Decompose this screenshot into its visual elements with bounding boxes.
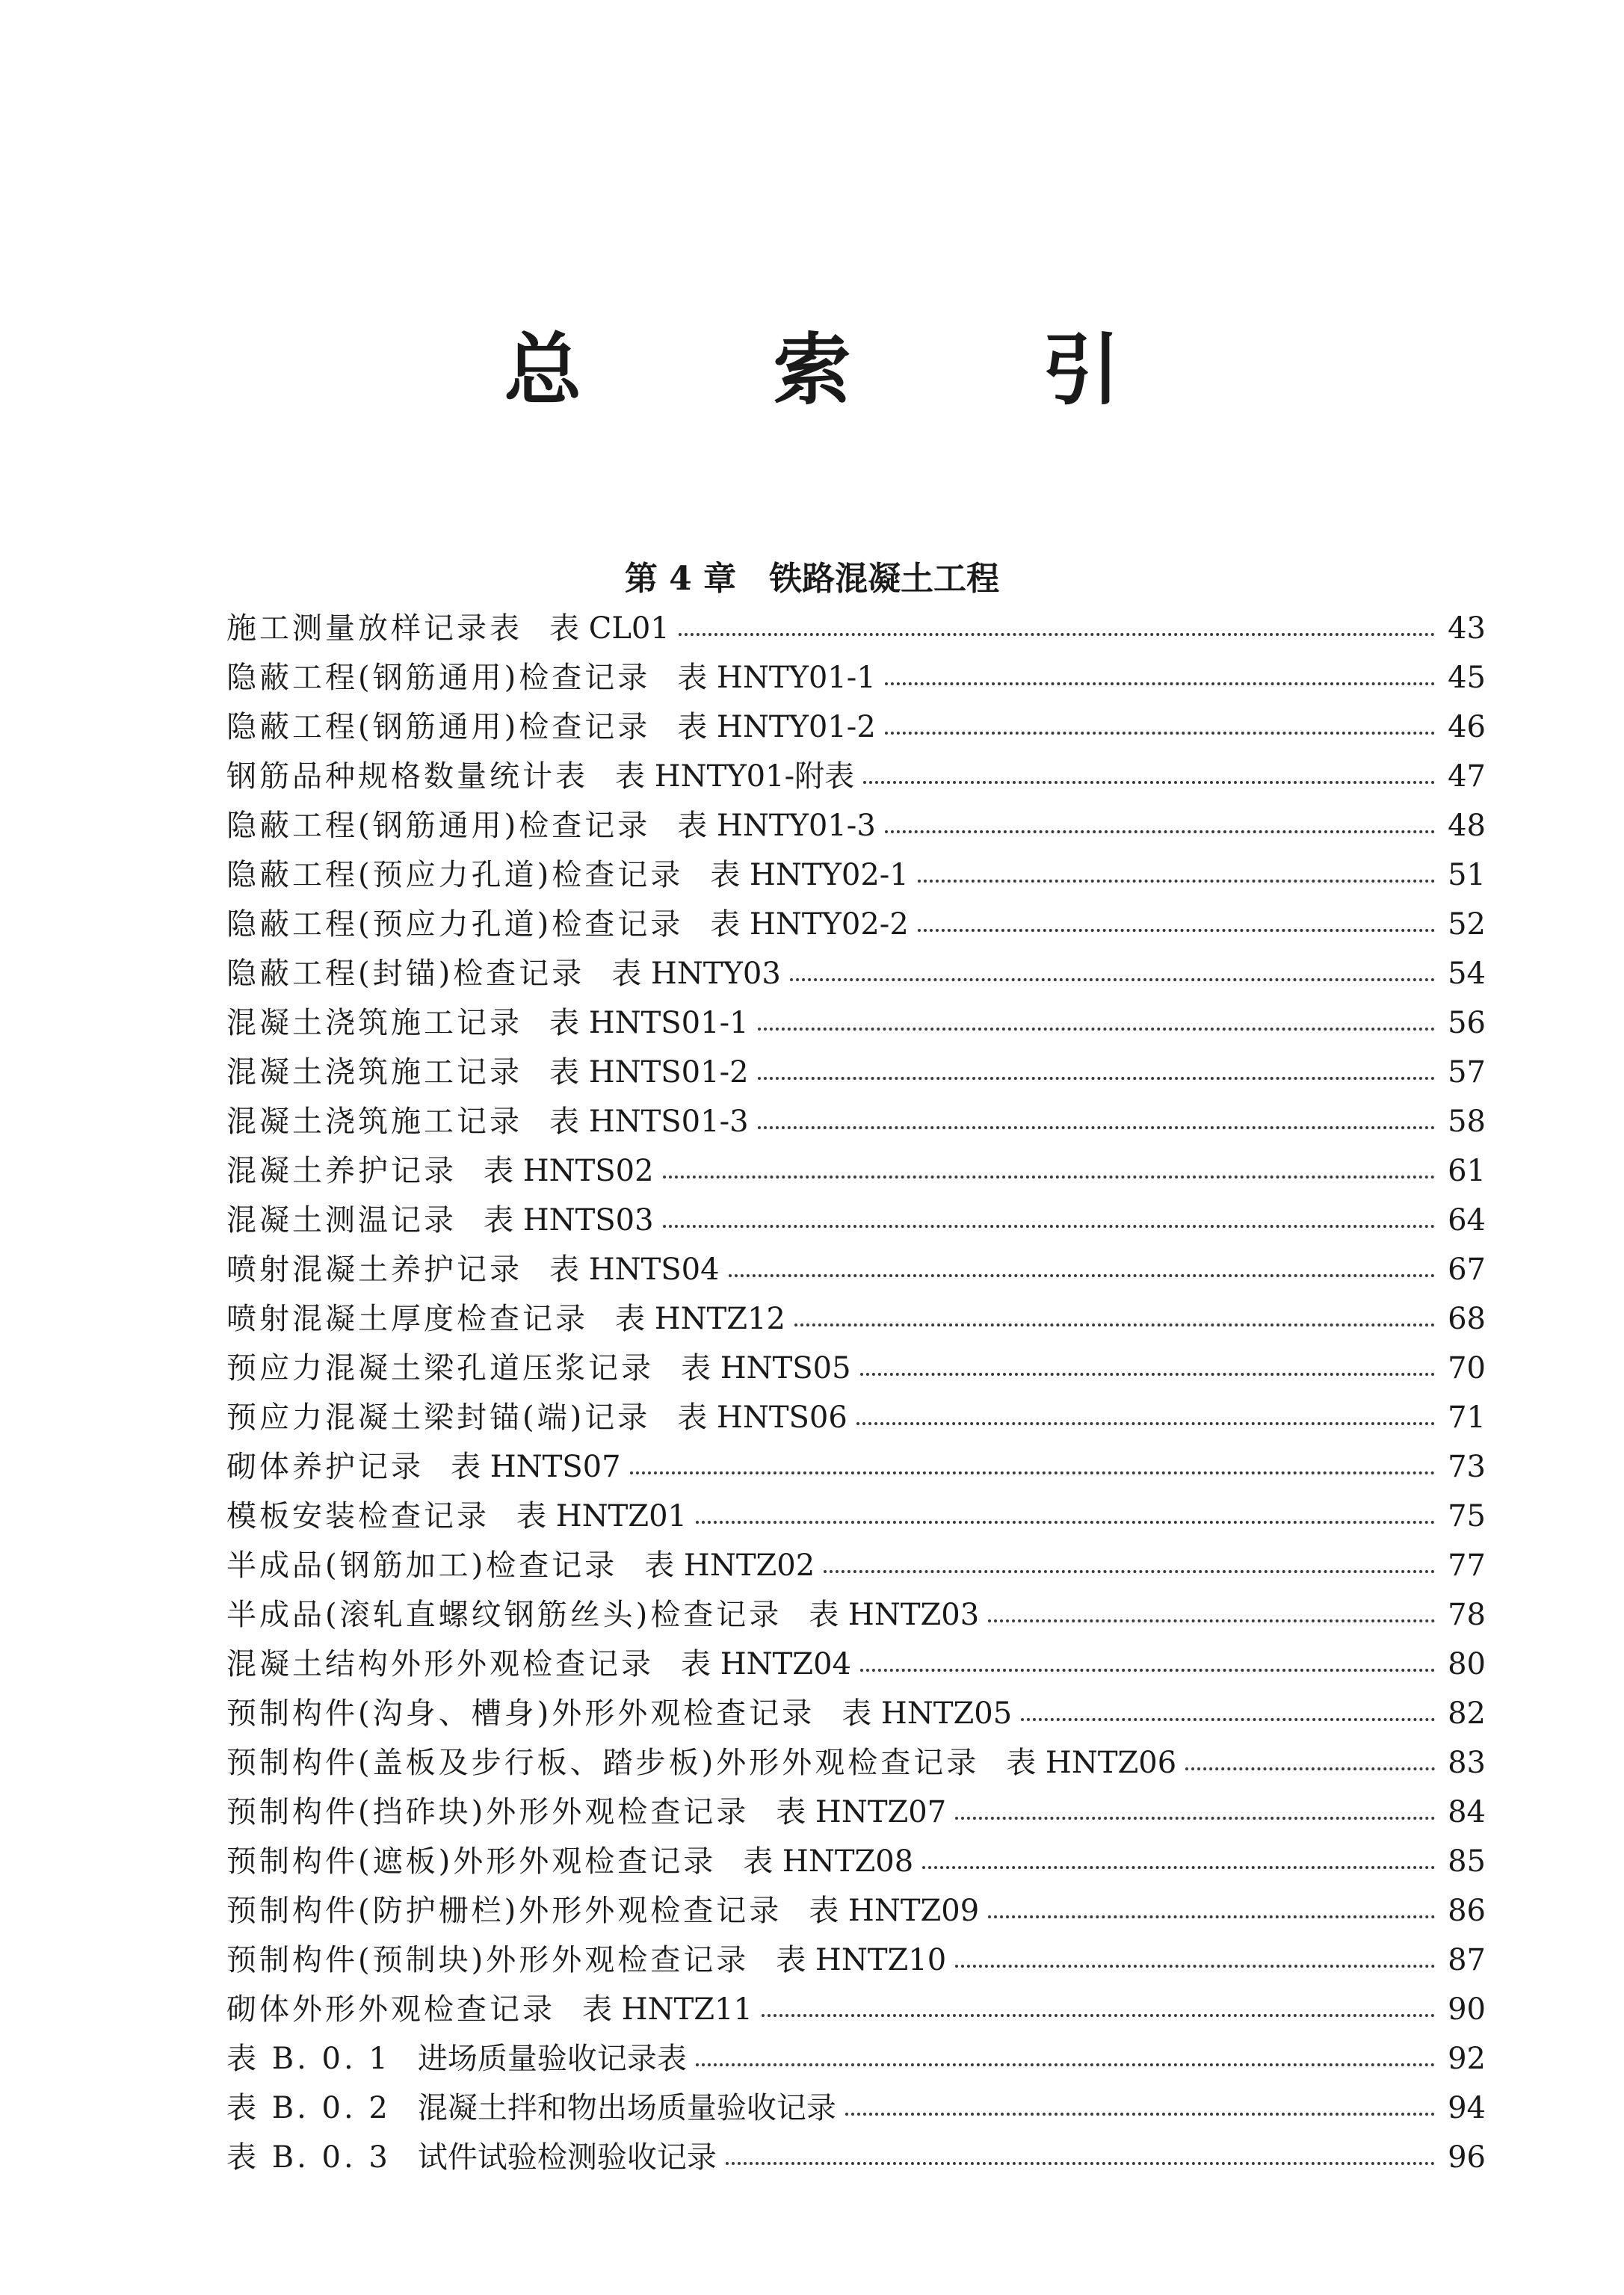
index-entry xyxy=(226,752,1486,801)
entry-title: 预制构件(盖板及步行板、踏步板)外形外观检查记录 xyxy=(226,1746,980,1780)
entry-code: 表 CL01 xyxy=(549,611,670,646)
dot-leader xyxy=(955,1817,1435,1820)
entry-code: 表 HNTS04 xyxy=(549,1252,720,1287)
index-entry xyxy=(226,900,1486,949)
entry-title: 混凝土浇筑施工记录 xyxy=(226,1055,522,1090)
index-entry xyxy=(226,1541,1486,1590)
entry-code: 混凝土拌和物出场质量验收记录 xyxy=(417,2091,836,2125)
entry-code: 表 HNTZ09 xyxy=(809,1894,980,1928)
index-entry xyxy=(226,1048,1486,1097)
dot-leader xyxy=(762,2014,1435,2017)
page-number: 70 xyxy=(1448,1351,1486,1386)
entry-title: 砌体养护记录 xyxy=(226,1450,424,1484)
entry-title: 预制构件(沟身、槽身)外形外观检查记录 xyxy=(226,1696,815,1731)
index-entry xyxy=(226,702,1486,752)
dot-leader xyxy=(885,732,1435,735)
entry-title: 预制构件(遮板)外形外观检查记录 xyxy=(226,1844,717,1879)
page-number: 94 xyxy=(1448,2091,1486,2125)
page-number: 80 xyxy=(1448,1647,1486,1681)
page-number: 85 xyxy=(1448,1844,1486,1879)
dot-leader xyxy=(885,830,1435,833)
dot-leader xyxy=(758,1077,1435,1080)
index-entry xyxy=(226,604,1486,653)
entry-code: 进场质量验收记录表 xyxy=(417,2042,687,2076)
page-number: 96 xyxy=(1448,2140,1486,2175)
dot-leader xyxy=(696,2063,1435,2066)
entry-code: 表 HNTZ06 xyxy=(1006,1746,1177,1780)
index-entry xyxy=(226,2133,1486,2182)
page-number: 64 xyxy=(1448,1203,1486,1238)
page-number: 56 xyxy=(1448,1006,1486,1040)
dot-leader xyxy=(630,1471,1435,1474)
dot-leader xyxy=(955,1965,1435,1968)
dot-leader xyxy=(758,1028,1435,1031)
index-entry xyxy=(226,801,1486,850)
index-entry xyxy=(226,1393,1486,1442)
entry-title: 混凝土浇筑施工记录 xyxy=(226,1006,522,1040)
entry-code: 表 HNTS05 xyxy=(681,1351,851,1386)
dot-leader xyxy=(860,1373,1435,1376)
entry-code: 表 HNTZ05 xyxy=(842,1696,1013,1731)
index-entry xyxy=(226,2084,1486,2133)
entry-code: 表 HNTZ01 xyxy=(516,1499,687,1533)
page-number: 61 xyxy=(1448,1154,1486,1188)
entry-code: 表 HNTZ12 xyxy=(615,1302,785,1336)
entry-code: 表 HNTS07 xyxy=(451,1450,621,1484)
page-title: 总 索 引 xyxy=(504,324,1202,416)
entry-code: 表 HNTY01-3 xyxy=(677,809,876,843)
index-entry xyxy=(226,850,1486,900)
entry-title: 施工测量放样记录表 xyxy=(226,611,522,646)
dot-leader xyxy=(726,2162,1435,2165)
entry-title: 隐蔽工程(钢筋通用)检查记录 xyxy=(226,661,651,695)
entry-title: 预制构件(防护栅栏)外形外观检查记录 xyxy=(226,1894,782,1928)
page-number: 45 xyxy=(1448,661,1486,695)
entry-code: 表 HNTZ03 xyxy=(809,1598,980,1632)
entry-title: 预应力混凝土梁封锚(端)记录 xyxy=(226,1400,651,1435)
page-number: 43 xyxy=(1448,611,1486,646)
index-entry xyxy=(226,1492,1486,1541)
entry-title: 混凝土结构外形外观检查记录 xyxy=(226,1647,654,1681)
entry-title: 喷射混凝土厚度检查记录 xyxy=(226,1302,588,1336)
entry-title: 模板安装检查记录 xyxy=(226,1499,490,1533)
dot-leader xyxy=(679,633,1435,636)
index-entry xyxy=(226,1245,1486,1294)
entry-title: 隐蔽工程(预应力孔道)检查记录 xyxy=(226,907,684,942)
entry-title: 隐蔽工程(钢筋通用)检查记录 xyxy=(226,710,651,744)
entry-title: 砌体外形外观检查记录 xyxy=(226,1992,555,2027)
dot-leader xyxy=(729,1274,1435,1277)
index-entry xyxy=(226,1097,1486,1146)
page-number: 54 xyxy=(1448,957,1486,991)
dot-leader xyxy=(863,781,1435,784)
entry-code: 表 HNTS03 xyxy=(484,1203,654,1238)
page-number: 47 xyxy=(1448,759,1486,794)
entry-code: 表 HNTY03 xyxy=(611,957,781,991)
entry-code: 表 HNTY01-附表 xyxy=(615,759,855,794)
entry-code: 表 HNTZ04 xyxy=(681,1647,851,1681)
dot-leader xyxy=(824,1570,1435,1573)
entry-code: 表 HNTY02-2 xyxy=(710,907,909,942)
page-number: 71 xyxy=(1448,1400,1486,1435)
dot-leader xyxy=(922,1866,1435,1869)
index-entry xyxy=(226,1344,1486,1393)
dot-leader xyxy=(663,1176,1435,1179)
entry-title: 隐蔽工程(预应力孔道)检查记录 xyxy=(226,858,684,892)
page-number: 83 xyxy=(1448,1746,1486,1780)
dot-leader xyxy=(988,1619,1435,1622)
dot-leader xyxy=(918,929,1435,932)
entry-title: 表 B. 0. 3 xyxy=(226,2140,391,2175)
page-number: 67 xyxy=(1448,1252,1486,1287)
dot-leader xyxy=(860,1669,1435,1672)
entry-title: 混凝土测温记录 xyxy=(226,1203,457,1238)
page-number: 90 xyxy=(1448,1992,1486,2027)
page-number: 57 xyxy=(1448,1055,1486,1090)
page-number: 52 xyxy=(1448,907,1486,942)
dot-leader xyxy=(696,1521,1435,1524)
dot-leader xyxy=(988,1915,1435,1918)
index-list xyxy=(226,604,1486,2182)
index-entry xyxy=(226,998,1486,1048)
entry-title: 隐蔽工程(封锚)检查记录 xyxy=(226,957,585,991)
page-number: 87 xyxy=(1448,1943,1486,1977)
entry-code: 表 HNTY01-2 xyxy=(677,710,876,744)
entry-title: 预制构件(挡砟块)外形外观检查记录 xyxy=(226,1795,750,1829)
page-number: 73 xyxy=(1448,1450,1486,1484)
index-entry xyxy=(226,1146,1486,1196)
index-entry xyxy=(226,1196,1486,1245)
entry-title: 混凝土养护记录 xyxy=(226,1154,457,1188)
chapter-heading: 第 4 章 铁路混凝土工程 xyxy=(624,560,1000,598)
index-entry xyxy=(226,1886,1486,1936)
entry-title: 半成品(钢筋加工)检查记录 xyxy=(226,1548,618,1583)
page-number: 78 xyxy=(1448,1598,1486,1632)
dot-leader xyxy=(856,1422,1435,1425)
dot-leader xyxy=(790,978,1435,981)
entry-code: 表 HNTS02 xyxy=(484,1154,654,1188)
entry-title: 预制构件(预制块)外形外观检查记录 xyxy=(226,1943,750,1977)
page-number: 51 xyxy=(1448,858,1486,892)
entry-code: 表 HNTS01-1 xyxy=(549,1006,749,1040)
index-entry xyxy=(226,1689,1486,1738)
entry-code: 表 HNTZ07 xyxy=(776,1795,947,1829)
index-entry xyxy=(226,1837,1486,1886)
entry-code: 表 HNTS06 xyxy=(677,1400,847,1435)
entry-title: 表 B. 0. 2 xyxy=(226,2091,391,2125)
dot-leader xyxy=(794,1323,1435,1326)
entry-title: 表 B. 0. 1 xyxy=(226,2042,391,2076)
entry-code: 表 HNTZ10 xyxy=(776,1943,947,1977)
page-number: 86 xyxy=(1448,1894,1486,1928)
entry-title: 混凝土浇筑施工记录 xyxy=(226,1105,522,1139)
dot-leader xyxy=(885,682,1435,685)
page-number: 92 xyxy=(1448,2042,1486,2076)
index-entry xyxy=(226,1640,1486,1689)
page-number: 77 xyxy=(1448,1548,1486,1583)
dot-leader xyxy=(918,880,1435,883)
entry-title: 预应力混凝土梁孔道压浆记录 xyxy=(226,1351,654,1386)
entry-code: 试件试验检测验收记录 xyxy=(417,2140,717,2175)
index-entry xyxy=(226,653,1486,702)
page-number: 75 xyxy=(1448,1499,1486,1533)
entry-title: 钢筋品种规格数量统计表 xyxy=(226,759,588,794)
index-entry xyxy=(226,1985,1486,2034)
dot-leader xyxy=(758,1126,1435,1129)
entry-code: 表 HNTY01-1 xyxy=(677,661,876,695)
index-entry xyxy=(226,2034,1486,2084)
entry-title: 隐蔽工程(钢筋通用)检查记录 xyxy=(226,809,651,843)
dot-leader xyxy=(1185,1767,1435,1770)
entry-title: 半成品(滚轧直螺纹钢筋丝头)检查记录 xyxy=(226,1598,782,1632)
entry-code: 表 HNTZ11 xyxy=(582,1992,753,2027)
index-entry xyxy=(226,1788,1486,1837)
entry-code: 表 HNTS01-2 xyxy=(549,1055,749,1090)
entry-code: 表 HNTZ02 xyxy=(644,1548,815,1583)
index-entry xyxy=(226,1738,1486,1788)
index-entry xyxy=(226,1294,1486,1344)
page-number: 58 xyxy=(1448,1105,1486,1139)
page-number: 84 xyxy=(1448,1795,1486,1829)
index-entry xyxy=(226,1442,1486,1492)
page-number: 82 xyxy=(1448,1696,1486,1731)
page-number: 46 xyxy=(1448,710,1486,744)
dot-leader xyxy=(845,2113,1435,2116)
dot-leader xyxy=(1021,1718,1435,1721)
index-entry xyxy=(226,1590,1486,1640)
entry-title: 喷射混凝土养护记录 xyxy=(226,1252,522,1287)
dot-leader xyxy=(663,1225,1435,1228)
index-entry xyxy=(226,949,1486,998)
page-number: 68 xyxy=(1448,1302,1486,1336)
index-entry xyxy=(226,1936,1486,1985)
page-number: 48 xyxy=(1448,809,1486,843)
entry-code: 表 HNTY02-1 xyxy=(710,858,909,892)
entry-code: 表 HNTS01-3 xyxy=(549,1105,749,1139)
entry-code: 表 HNTZ08 xyxy=(743,1844,914,1879)
